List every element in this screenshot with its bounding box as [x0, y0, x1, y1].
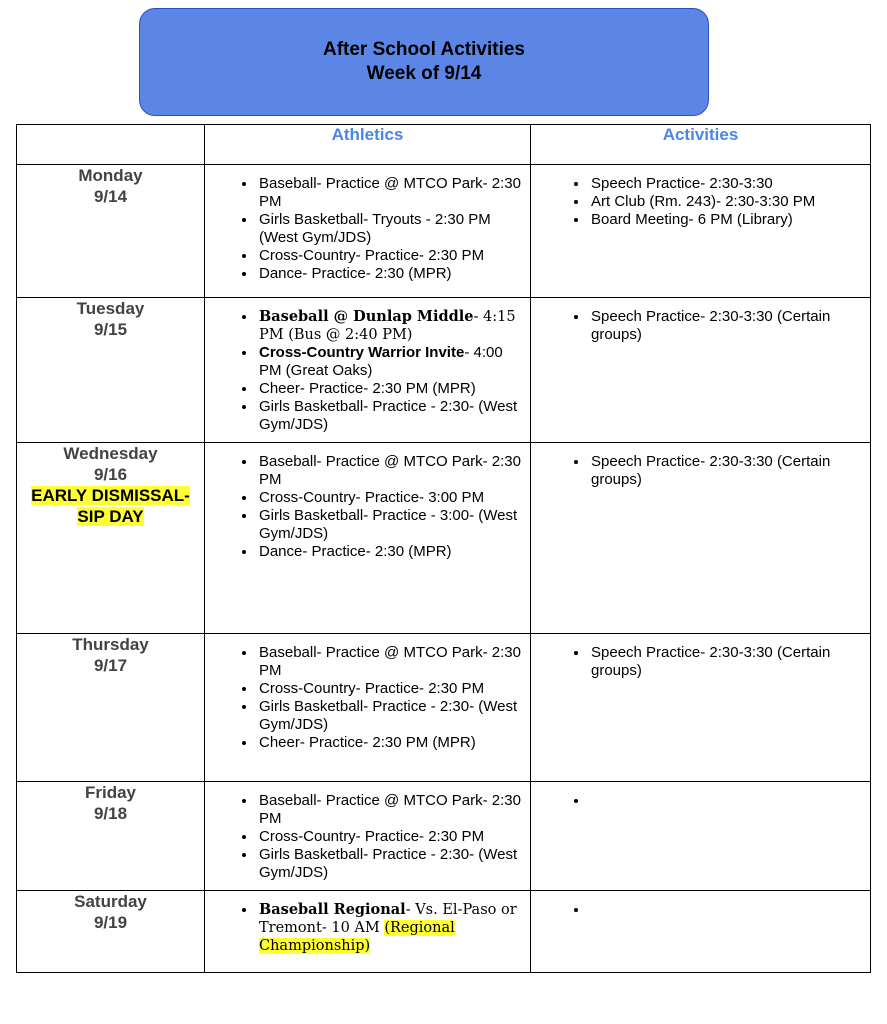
- day-cell: [17, 298, 205, 443]
- empty-list-item: [589, 901, 864, 919]
- list-item: • Baseball- Practice @ MTCO Park- 2:30 PM: [257, 453, 524, 489]
- table-row-tuesday: [17, 298, 871, 443]
- table-row-saturday: [17, 891, 871, 973]
- list-item: • Cross-Country- Practice- 3:00 PM: [257, 489, 524, 507]
- athletics-cell: [205, 298, 531, 443]
- day-name: Friday: [84, 783, 137, 802]
- empty-list-item: [589, 792, 864, 810]
- day-date: 9/19: [93, 913, 128, 932]
- activities-table: [16, 124, 871, 973]
- activities-cell: [531, 298, 871, 443]
- athletics-cell: [205, 782, 531, 891]
- event-title: Baseball Regional: [259, 901, 406, 918]
- day-name: Tuesday: [76, 299, 145, 318]
- event-detail: - Vs. El-Paso or Tremont- 10 AM: [259, 902, 517, 936]
- day-date: 9/16: [93, 465, 128, 484]
- list-item: • Baseball- Practice @ MTCO Park- 2:30 PM: [257, 175, 524, 211]
- activities-cell: [531, 891, 871, 973]
- day-name: Thursday: [72, 635, 149, 654]
- day-cell: [17, 165, 205, 298]
- list-item: • Speech Practice- 2:30-3:30: [589, 175, 864, 193]
- activities-cell: [531, 634, 871, 782]
- list-item: [257, 308, 524, 344]
- activities-cell: [531, 782, 871, 891]
- list-item: • Girls Basketball- Practice - 2:30- (West Gym/JDS): [257, 846, 524, 882]
- table-row-thursday: [17, 634, 871, 782]
- header-row: [17, 125, 871, 165]
- athletics-cell: [205, 165, 531, 298]
- list-item: • Dance- Practice- 2:30 (MPR): [257, 265, 524, 283]
- table-row-friday: [17, 782, 871, 891]
- day-cell: [17, 782, 205, 891]
- day-cell: [17, 891, 205, 973]
- activities-cell: [531, 443, 871, 634]
- title-banner: [139, 8, 709, 116]
- table-row-wednesday: [17, 443, 871, 634]
- day-name: Wednesday: [63, 444, 158, 463]
- list-item: • Girls Basketball- Practice - 3:00- (West Gym/JDS): [257, 507, 524, 543]
- day-date: 9/14: [93, 187, 128, 206]
- list-item: • Cheer- Practice- 2:30 PM (MPR): [257, 380, 524, 398]
- list-item: [257, 344, 524, 380]
- title-line-2: Week of 9/14: [366, 63, 482, 84]
- list-item: • Speech Practice- 2:30-3:30 (Certain groups): [589, 644, 864, 680]
- day-cell: [17, 634, 205, 782]
- day-date: 9/18: [93, 804, 128, 823]
- list-item: • Board Meeting- 6 PM (Library): [589, 211, 864, 229]
- list-item: • Cross-Country- Practice- 2:30 PM: [257, 828, 524, 846]
- list-item: • Cheer- Practice- 2:30 PM (MPR): [257, 734, 524, 752]
- day-name: Monday: [78, 166, 143, 185]
- header-athletics: Athletics: [205, 125, 531, 165]
- table-row-monday: [17, 165, 871, 298]
- day-cell: [17, 443, 205, 634]
- event-detail: - 4:15 PM (Bus @ 2:40 PM): [259, 309, 516, 343]
- day-date: 9/17: [93, 656, 128, 675]
- activities-cell: [531, 165, 871, 298]
- list-item: • Baseball- Practice @ MTCO Park- 2:30 PM: [257, 644, 524, 680]
- list-item: • Dance- Practice- 2:30 (MPR): [257, 543, 524, 561]
- list-item: [257, 901, 524, 955]
- list-item: • Cross-Country- Practice- 2:30 PM: [257, 247, 524, 265]
- header-activities: Activities: [531, 125, 871, 165]
- list-item: • Speech Practice- 2:30-3:30 (Certain groups): [589, 453, 864, 489]
- title-line-1: After School Activities: [322, 39, 525, 60]
- list-item: • Art Club (Rm. 243)- 2:30-3:30 PM: [589, 193, 864, 211]
- event-title: Cross-Country Warrior Invite: [259, 344, 465, 361]
- early-dismissal-note: EARLY DISMISSAL- SIP DAY: [31, 486, 190, 526]
- list-item: • Girls Basketball- Practice - 2:30- (West Gym/JDS): [257, 698, 524, 734]
- day-name: Saturday: [74, 892, 147, 911]
- regional-championship-highlight: (Regional Championship): [259, 920, 455, 954]
- athletics-cell: [205, 634, 531, 782]
- list-item: • Girls Basketball- Tryouts - 2:30 PM (West Gym/JDS): [257, 211, 524, 247]
- list-item: • Speech Practice- 2:30-3:30 (Certain groups): [589, 308, 864, 344]
- early-dismissal-note-wrap: [17, 485, 204, 527]
- list-item: • Cross-Country- Practice- 2:30 PM: [257, 680, 524, 698]
- day-date: 9/15: [93, 320, 128, 339]
- list-item: • Baseball- Practice @ MTCO Park- 2:30 PM: [257, 792, 524, 828]
- event-title: Baseball @ Dunlap Middle: [259, 308, 474, 325]
- header-empty-cell: [17, 125, 205, 165]
- event-detail: - 4:00 PM (Great Oaks): [259, 344, 503, 379]
- athletics-cell: [205, 443, 531, 634]
- list-item: • Girls Basketball- Practice - 2:30- (West Gym/JDS): [257, 398, 524, 434]
- athletics-cell: [205, 891, 531, 973]
